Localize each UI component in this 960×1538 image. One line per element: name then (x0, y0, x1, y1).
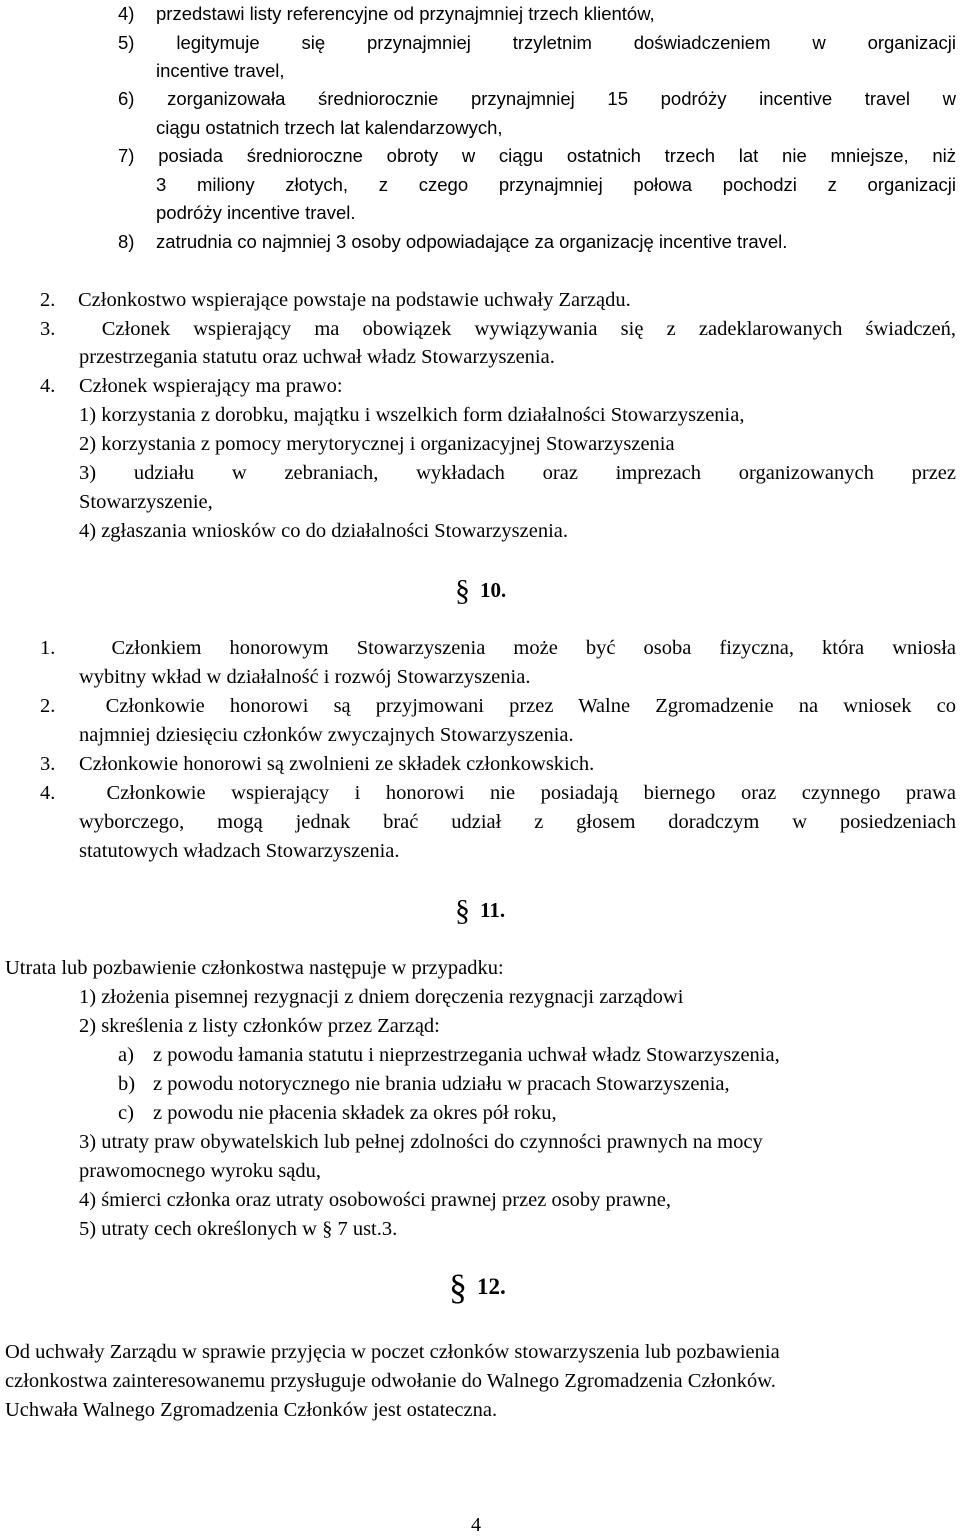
paragraph-line: 1) korzystania z dorobku, majątku i wszelkich form działalności Stowarzyszenia, (79, 404, 745, 426)
paragraph-line: prawomocnego wyroku sądu, (79, 1160, 321, 1182)
paragraph-line: Utrata lub pozbawienie członkostwa następuje w przypadku: (5, 957, 504, 979)
paragraph-line: 4. Członek wspierający ma prawo: (40, 375, 343, 397)
paragraph-line: 2) skreślenia z listy członków przez Zarząd: (79, 1015, 440, 1037)
paragraph-line: 3) udziału w zebraniach, wykładach oraz imprezach organizowanych przez (79, 462, 956, 484)
list-item: 5) legitymuje się przynajmniej trzyletnim doświadczeniem w organizacji (118, 32, 956, 53)
paragraph-line: Stowarzyszenie, (79, 491, 213, 513)
paragraph-line: wyborczego, mogą jednak brać udział z głosem doradczym w posiedzeniach (79, 811, 956, 833)
section-symbol: § (455, 894, 470, 927)
section-symbol: § (449, 1267, 467, 1307)
paragraph-line: 1. Członkiem honorowym Stowarzyszenia może być osoba fizyczna, która wniosła (40, 637, 956, 659)
section-heading-12: § 12. (449, 1267, 506, 1307)
section-heading-10: § 10. (455, 574, 507, 607)
list-item: 8) zatrudnia co najmniej 3 osoby odpowiadające za organizację incentive travel. (118, 231, 788, 252)
list-item: 3 miliony złotych, z czego przynajmniej połowa pochodzi z organizacji (156, 174, 956, 195)
paragraph-line: Od uchwały Zarządu w sprawie przyjęcia w poczet członków stowarzyszenia lub pozbawienia (5, 1341, 780, 1363)
paragraph-line: 4. Członkowie wspierający i honorowi nie posiadają biernego oraz czynnego prawa (40, 782, 956, 804)
list-item: 4) przedstawi listy referencyjne od przynajmniej trzech klientów, (118, 3, 655, 24)
section-symbol: § (455, 574, 470, 607)
paragraph-line: 3) utraty praw obywatelskich lub pełnej zdolności do czynności prawnych na mocy (79, 1131, 763, 1153)
paragraph-line: 2. Członkostwo wspierające powstaje na podstawie uchwały Zarządu. (40, 289, 631, 311)
paragraph-line: najmniej dziesięciu członków zwyczajnych Stowarzyszenia. (79, 724, 574, 746)
paragraph-line: 3. Członek wspierający ma obowiązek wywiązywania się z zadeklarowanych świadczeń, (40, 318, 956, 340)
paragraph-line: 4) śmierci członka oraz utraty osobowości prawnej przez osoby prawne, (79, 1189, 672, 1211)
paragraph-line: 2) korzystania z pomocy merytorycznej i organizacyjnej Stowarzyszenia (79, 433, 675, 455)
section-heading-11: § 11. (455, 894, 506, 927)
page-number: 4 (471, 1514, 481, 1536)
paragraph-line: wybitny wkład w działalność i rozwój Stowarzyszenia. (79, 666, 531, 688)
list-item: incentive travel, (156, 60, 285, 81)
paragraph-line: 4) zgłaszania wniosków co do działalności Stowarzyszenia. (79, 520, 568, 542)
list-item: a) z powodu łamania statutu i nieprzestrzegania uchwał władz Stowarzyszenia, (118, 1044, 780, 1066)
list-item: c) z powodu nie płacenia składek za okres pół roku, (118, 1102, 557, 1124)
paragraph-line: statutowych władzach Stowarzyszenia. (79, 840, 400, 862)
paragraph-line: 2. Członkowie honorowi są przyjmowani przez Walne Zgromadzenie na wniosek co (40, 695, 956, 717)
list-item: ciągu ostatnich trzech lat kalendarzowych, (156, 117, 503, 138)
list-item: 7) posiada średnioroczne obroty w ciągu ostatnich trzech lat nie mniejsze, niż (118, 145, 956, 166)
paragraph-line: 3. Członkowie honorowi są zwolnieni ze składek członkowskich. (40, 753, 595, 775)
list-item: podróży incentive travel. (156, 202, 356, 223)
paragraph-line: członkostwa zainteresowanemu przysługuje odwołanie do Walnego Zgromadzenia Członków. (5, 1370, 776, 1392)
paragraph-line: 1) złożenia pisemnej rezygnacji z dniem doręczenia rezygnacji zarządowi (79, 986, 684, 1008)
list-item: b) z powodu notorycznego nie brania udziału w pracach Stowarzyszenia, (118, 1073, 730, 1095)
list-item: 6) zorganizowała średniorocznie przynajmniej 15 podróży incentive travel w (118, 88, 956, 109)
paragraph-line: przestrzegania statutu oraz uchwał władz Stowarzyszenia. (79, 346, 555, 368)
paragraph-line: Uchwała Walnego Zgromadzenia Członków jest ostateczna. (5, 1399, 498, 1421)
paragraph-line: 5) utraty cech określonych w § 7 ust.3. (79, 1218, 398, 1240)
